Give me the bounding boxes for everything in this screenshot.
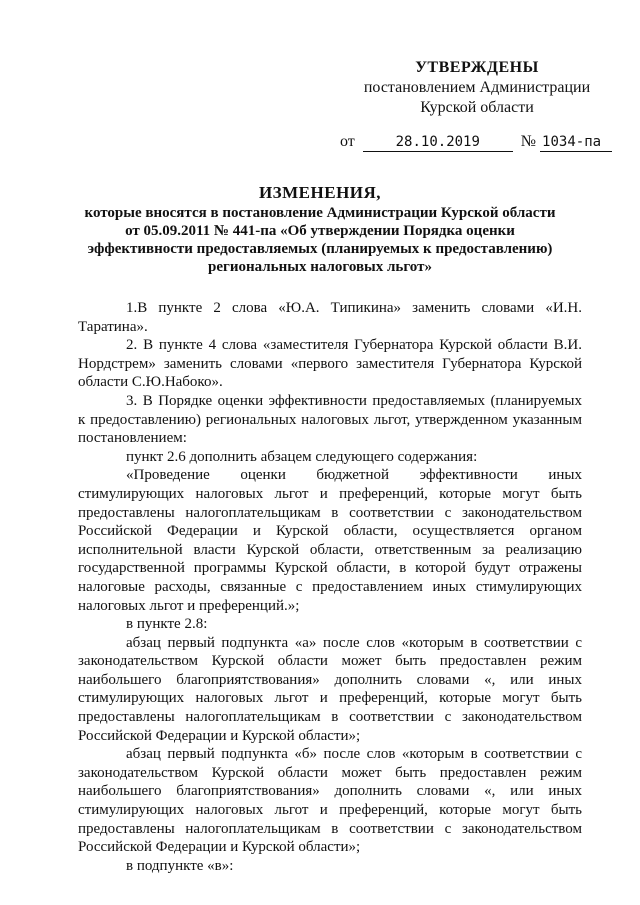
paragraph: 3. В Порядке оценки эффективности предоставляемых (планируемых к предоставлению) региональных налоговых льгот, утвержденном указанным постановлением: bbox=[78, 392, 582, 447]
title-line-3: эффективности предоставляемых (планируемых к предоставлению) bbox=[87, 241, 553, 257]
approval-line-2: Курской области bbox=[420, 99, 534, 116]
document-body bbox=[78, 299, 582, 875]
approval-block bbox=[362, 58, 592, 118]
paragraph: 2. В пункте 4 слова «заместителя Губернатора Курской области В.И. Нордстрем» заменить словами «первого заместителя Губернатора Курской области С.Ю.Набоко». bbox=[78, 337, 582, 391]
title-line-2: от 05.09.2011 № 441-па «Об утверждении Порядка оценки bbox=[125, 223, 515, 239]
title-heading: ИЗМЕНЕНИЯ, bbox=[258, 183, 382, 202]
number-prefix: № bbox=[520, 133, 537, 150]
title-line-1: которые вносятся в постановление Администрации Курской области bbox=[84, 205, 556, 221]
paragraph: в пункте 2.8: bbox=[126, 616, 208, 633]
title-line-4: региональных налоговых льгот» bbox=[208, 259, 432, 275]
date-number-line bbox=[340, 132, 612, 152]
paragraph: «Проведение оценки бюджетной эффективности иных стимулирующих налоговых льгот и преференций, которые могут быть предоставлены налогоплательщикам в соответствии с законодательством Российской Федерации и Курской области, осуществляется органом исполнительной власти Курской области, ответственным за реализацию государственной программы Курской области, в которой будут отражены налоговые расходы, связанные с предоставлением иных стимулирующих налоговых льгот и преференций.»; bbox=[78, 467, 582, 614]
paragraph: пункт 2.6 дополнить абзацем следующего содержания: bbox=[126, 448, 478, 465]
document-title bbox=[70, 182, 570, 276]
document-date: 28.10.2019 bbox=[363, 133, 513, 152]
paragraph: 1.В пункте 2 слова «Ю.А. Типикина» заменить словами «И.Н. Таратина». bbox=[78, 300, 582, 335]
date-prefix: от bbox=[340, 133, 355, 150]
paragraph: абзац первый подпункта «б» после слов «которым в соответствии с законодательством Курской области может быть предоставлен режим наибольшего благоприятствования» дополнить словами «, или иных стимулирующих налоговых льгот и преференций, которые могут быть предоставлены налогоплательщикам в соответствии с законодательством Российской Федерации и Курской области»; bbox=[78, 746, 582, 856]
document-number: 1034-па bbox=[540, 133, 612, 152]
approval-stamp: УТВЕРЖДЕНЫ bbox=[415, 59, 539, 76]
paragraph: абзац первый подпункта «а» после слов «которым в соответствии с законодательством Курской области может быть предоставлен режим наибольшего благоприятствования» дополнить словами «, или иных стимулирующих налоговых льгот и преференций, которые могут быть предоставлены налогоплательщикам в соответствии с законодательством Российской Федерации и Курской области»; bbox=[78, 634, 582, 744]
paragraph: в подпункте «в»: bbox=[126, 857, 234, 874]
approval-line-1: постановлением Администрации bbox=[363, 79, 591, 96]
